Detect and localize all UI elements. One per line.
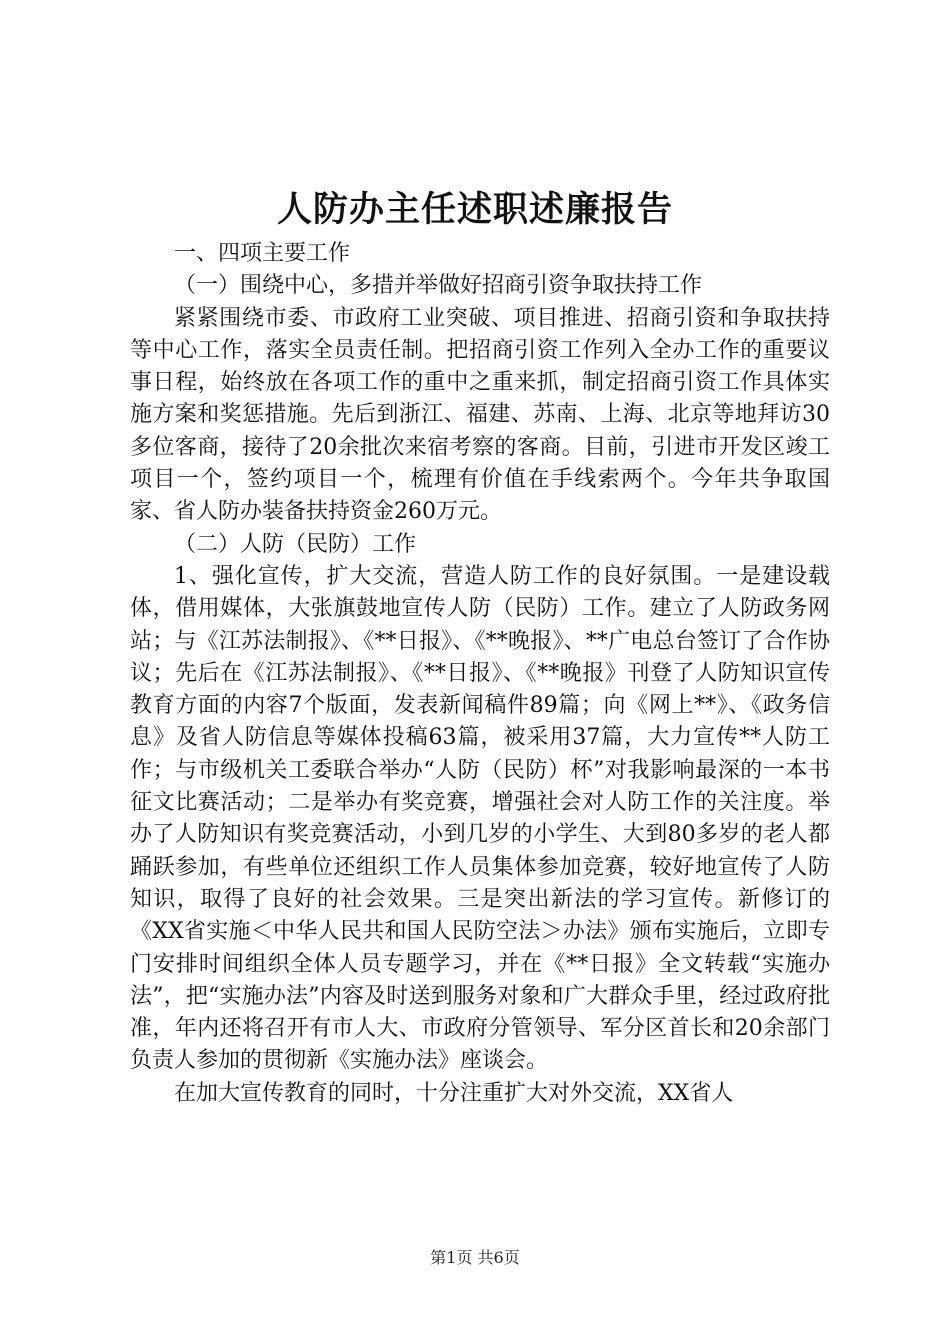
document-title: 人防办主任述职述廉报告 bbox=[276, 189, 673, 230]
section-1-paragraph: 紧紧围绕市委、市政府工业突破、项目推进、招商引资和争取扶持等中心工作，落实全员责任制。把招商引资工作列入全办工作的重要议事日程，始终放在各项工作的重中之重来抓，制定招商引资工作具体实施方案和奖惩措施。先后到浙江、福建、苏南、上海、北京等地拜访30多位客商，接待了20余批次来宿考察的客商。目前，引进市开发区竣工项目一个，签约项目一个，梳理有价值在手线索两个。今年共争取国家、省人防办装备扶持资金260万元。 bbox=[130, 305, 830, 525]
section-1-heading: （一）围绕中心，多措并举做好招商引资争取扶持工作 bbox=[174, 273, 703, 299]
section-2-paragraph-1: 1、强化宣传，扩大交流，营造人防工作的良好氛围。一是建设载体，借用媒体，大张旗鼓地宣传人防（民防）工作。建立了人防政务网站；与《江苏法制报》、《**日报》、《**晚报》、**广电总台签订了合作协议；先后在《江苏法制报》、《**日报》、《**晚报》刊登了人防知识宣传教育方面的内容7个版面，发表新闻稿件89篇；向《网上**》、《政务信息》及省人防信息等媒体投稿63篇，被采用37篇，大力宣传**人防工作；与市级机关工委联合举办“人防（民防）杯”对我影响最深的一本书征文比赛活动；二是举办有奖竞赛，增强社会对人防工作的关注度。举办了人防知识有奖竞赛活动，小到几岁的小学生、大到80多岁的老人都踊跃参加，有些单位还组织工作人员集体参加竞赛，较好地宣传了人防知识，取得了良好的社会效果。三是突出新法的学习宣传。新修订的《XX省实施＜中华人民共和国人民防空法＞办法》颁布实施后，立即专门安排时间组织全体人员专题学习，并在《**日报》全文转载“实施办法”，把“实施办法”内容及时送到服务对象和广大群众手里，经过政府批准，年内还将召开有市人大、市政府分管领导、军分区首长和20余部门负责人参加的贯彻新《实施办法》座谈会。 bbox=[130, 563, 830, 1074]
page-footer: 第1页 共6页 bbox=[430, 1248, 520, 1267]
section-2-heading: （二）人防（民防）工作 bbox=[174, 531, 417, 557]
document-body bbox=[130, 238, 830, 1110]
heading-main-work: 一、四项主要工作 bbox=[174, 241, 351, 266]
section-2-paragraph-2: 在加大宣传教育的同时，十分注重扩大对外交流，XX省人 bbox=[174, 1080, 734, 1106]
